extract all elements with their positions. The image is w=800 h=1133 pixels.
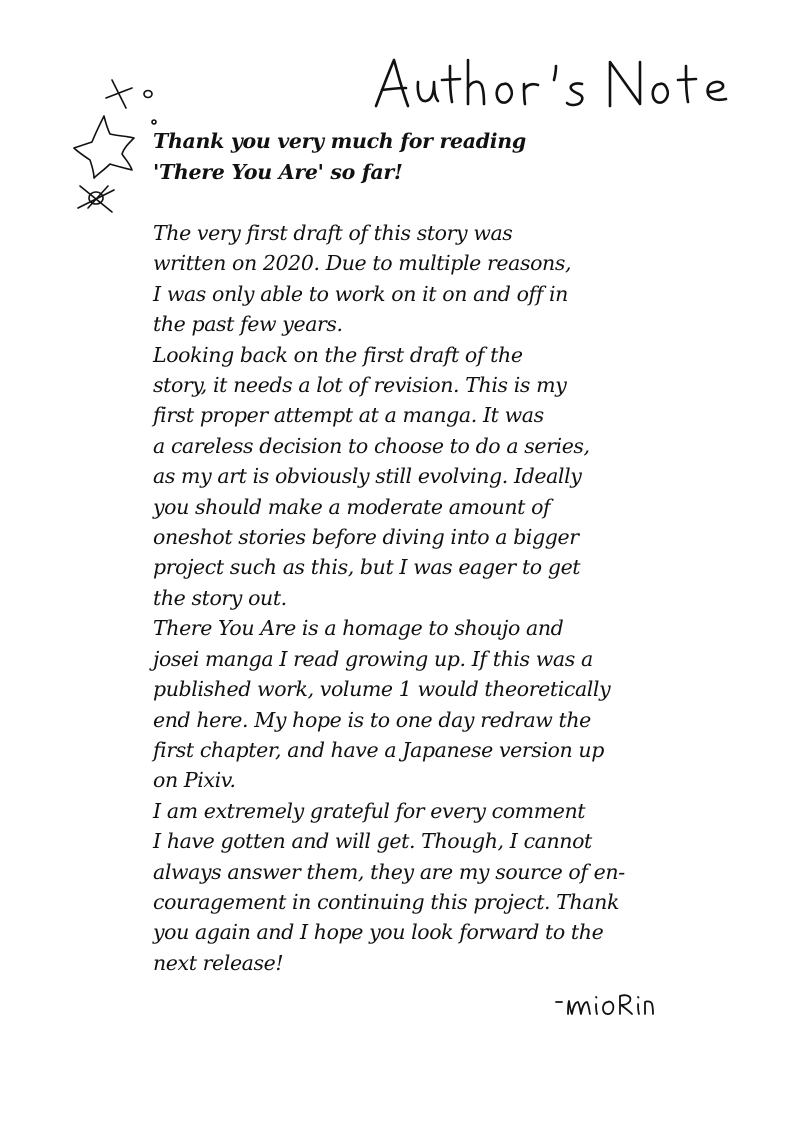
body-line: I have gotten and will get. Though, I cannot xyxy=(153,829,592,854)
thank-you-heading xyxy=(153,126,713,187)
body-line: the past few years. xyxy=(153,312,343,337)
body-line: couragement in continuing this project. Thank xyxy=(153,889,619,914)
heading-line: 'There You Are' so far! xyxy=(153,159,403,184)
body-line: a careless decision to choose to do a series, xyxy=(153,433,590,458)
body-line: project such as this, but I was eager to get xyxy=(153,555,581,580)
body-line: first chapter, and have a Japanese version up xyxy=(153,737,604,762)
body-line: josei manga I read growing up. If this was a xyxy=(153,646,593,671)
body-line: next release! xyxy=(153,950,284,975)
body-line: The very first draft of this story was xyxy=(153,221,513,245)
handwritten-title xyxy=(368,52,738,116)
body-line: story, it needs a lot of revision. This is my xyxy=(153,373,567,398)
body-line: always answer them, they are my source of en- xyxy=(153,859,625,884)
body-line: I was only able to work on it on and off in xyxy=(153,281,568,306)
circle-doodle-icon xyxy=(144,91,156,125)
handwritten-signature xyxy=(552,984,662,1024)
heading-line: Thank you very much for reading xyxy=(153,129,526,153)
body-line: end here. My hope is to one day redraw the xyxy=(153,707,591,732)
star-doodle-icon xyxy=(74,116,134,178)
cross-doodle-icon xyxy=(106,80,132,108)
note-body xyxy=(153,218,713,978)
doodle-decorations xyxy=(66,66,166,216)
body-line: first proper attempt at a manga. It was xyxy=(153,403,544,428)
body-line: on Pixiv. xyxy=(153,768,236,793)
body-line: you should make a moderate amount of xyxy=(153,494,551,519)
body-line: written on 2020. Due to multiple reasons, xyxy=(153,251,572,276)
body-line: you again and I hope you look forward to the xyxy=(153,920,604,945)
crossed-circle-doodle-icon xyxy=(78,186,114,212)
body-line: as my art is obviously still evolving. Ideally xyxy=(153,464,582,489)
body-line: There You Are is a homage to shoujo and xyxy=(153,616,564,641)
body-line: Looking back on the first draft of the xyxy=(153,342,523,367)
body-line: I am extremely grateful for every comment xyxy=(153,798,586,823)
body-line: oneshot stories before diving into a bigger xyxy=(153,525,579,550)
body-line: published work, volume 1 would theoretically xyxy=(153,677,611,702)
body-line: the story out. xyxy=(153,585,287,610)
